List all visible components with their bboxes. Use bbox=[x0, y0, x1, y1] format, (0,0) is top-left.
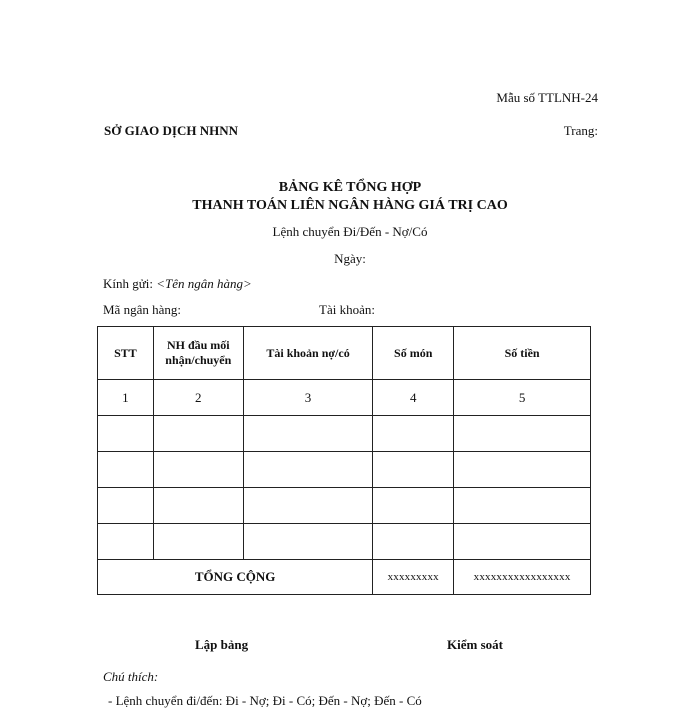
bank-code-label: Mã ngân hàng: bbox=[103, 302, 181, 317]
table-cell bbox=[243, 416, 373, 452]
table-cell bbox=[454, 488, 591, 524]
total-count: xxxxxxxxx bbox=[373, 560, 454, 595]
total-label: TỔNG CỘNG bbox=[98, 560, 373, 595]
date-label: Ngày: bbox=[334, 251, 366, 266]
table-cell bbox=[98, 488, 154, 524]
total-amount: xxxxxxxxxxxxxxxxx bbox=[454, 560, 591, 595]
table-header-row bbox=[98, 327, 591, 380]
column-number: 3 bbox=[243, 380, 373, 416]
footnote-label: Chú thích: bbox=[103, 669, 159, 684]
form-code: Mẫu số TTLNH-24 bbox=[496, 90, 598, 105]
table-cell bbox=[98, 452, 154, 488]
footnote-line: - Lệnh chuyển đi/đến: Đi - Nợ; Đi - Có; Đến - Nợ; Đến - Có bbox=[108, 693, 422, 708]
header-bank bbox=[153, 327, 243, 380]
approved-by-label: Kiểm soát bbox=[447, 637, 503, 652]
table-cell bbox=[153, 416, 243, 452]
table-cell bbox=[373, 452, 454, 488]
table-cell bbox=[454, 416, 591, 452]
table-row bbox=[98, 524, 591, 560]
header-stt: STT bbox=[98, 327, 154, 380]
column-number-row bbox=[98, 380, 591, 416]
header-amount: Số tiền bbox=[454, 327, 591, 380]
recipient-bank-name: <Tên ngân hàng> bbox=[156, 276, 252, 291]
table-cell bbox=[243, 488, 373, 524]
header-bank-label: NH đầu mối nhận/chuyển bbox=[165, 338, 232, 367]
recipient-line bbox=[103, 276, 252, 292]
table-row bbox=[98, 488, 591, 524]
table-row bbox=[98, 416, 591, 452]
page-number-label: Trang: bbox=[563, 123, 598, 138]
table-cell bbox=[153, 488, 243, 524]
header-count: Số món bbox=[373, 327, 454, 380]
table-cell bbox=[98, 416, 154, 452]
document-title-line2: THANH TOÁN LIÊN NGÂN HÀNG GIÁ TRỊ CAO bbox=[192, 198, 508, 213]
table-cell bbox=[243, 524, 373, 560]
table-cell bbox=[373, 524, 454, 560]
organization-name: SỞ GIAO DỊCH NHNN bbox=[104, 123, 238, 138]
document-title: BẢNG KÊ TỔNG HỢP bbox=[278, 180, 422, 195]
table-cell bbox=[98, 524, 154, 560]
document-subtitle: Lệnh chuyển Đi/Đến - Nợ/Có bbox=[272, 224, 428, 239]
column-number: 2 bbox=[153, 380, 243, 416]
table-cell bbox=[373, 416, 454, 452]
total-row bbox=[98, 560, 591, 595]
header-account: Tài khoản nợ/có bbox=[243, 327, 373, 380]
prepared-by-label: Lập bảng bbox=[195, 637, 249, 652]
column-number: 1 bbox=[98, 380, 154, 416]
table-row bbox=[98, 452, 591, 488]
table-cell bbox=[243, 452, 373, 488]
column-number: 4 bbox=[373, 380, 454, 416]
table-cell bbox=[153, 452, 243, 488]
account-label: Tài khoản: bbox=[319, 302, 375, 317]
table-cell bbox=[454, 524, 591, 560]
table-cell bbox=[153, 524, 243, 560]
summary-table bbox=[97, 326, 591, 595]
column-number: 5 bbox=[454, 380, 591, 416]
table-cell bbox=[373, 488, 454, 524]
recipient-label: Kính gửi: bbox=[103, 276, 154, 291]
table-cell bbox=[454, 452, 591, 488]
